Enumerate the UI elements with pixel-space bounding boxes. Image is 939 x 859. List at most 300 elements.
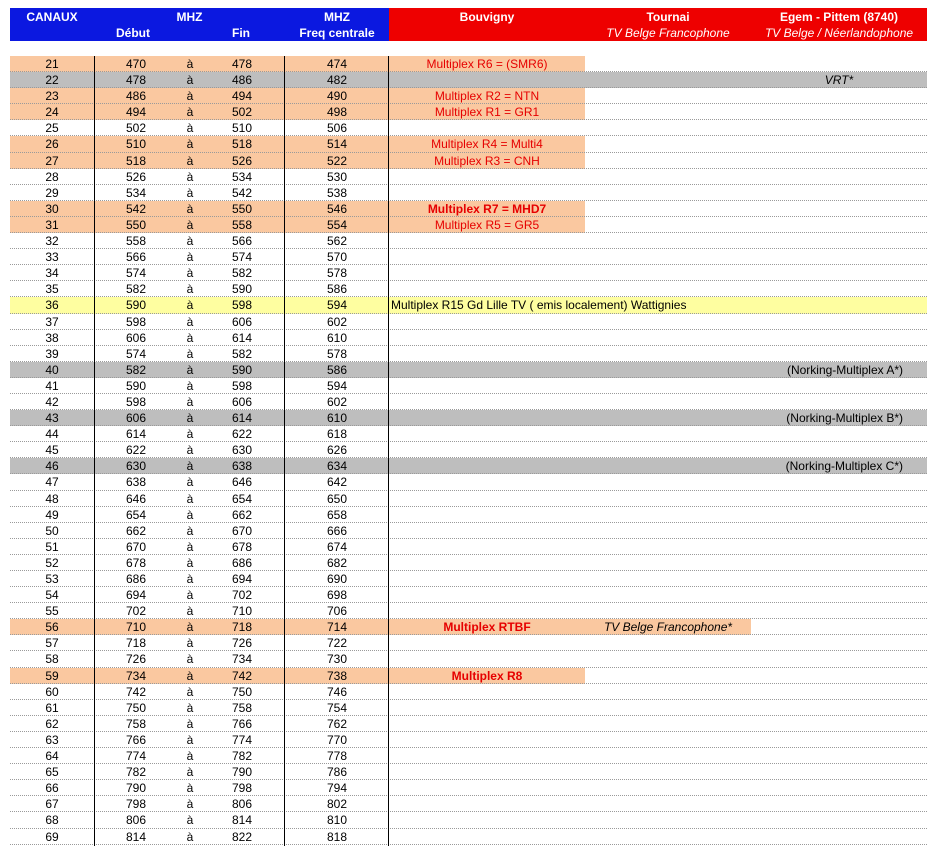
start-freq-cell: 630 (125, 459, 147, 474)
start-freq-cell: 582 (125, 282, 147, 297)
channel-cell: 59 (45, 668, 59, 683)
range-sep-cell: à (186, 700, 194, 715)
range-sep-cell: à (186, 523, 194, 538)
start-freq-cell: 534 (125, 185, 147, 200)
bouvigny-entry: Multiplex R2 = NTN (434, 89, 540, 104)
start-freq-cell: 726 (125, 652, 147, 667)
start-freq-cell: 590 (125, 298, 147, 313)
range-sep-cell: à (186, 57, 194, 71)
range-sep-cell: à (186, 121, 194, 136)
table-row (10, 829, 927, 845)
egem-entry: (Norking-Multiplex A*) (786, 362, 903, 377)
range-sep-cell: à (186, 604, 194, 619)
table-row (10, 668, 927, 684)
start-freq-cell: 478 (125, 73, 147, 88)
bouvigny-entry: Multiplex R15 Gd Lille TV ( emis localement) Wattignies (391, 298, 687, 313)
end-freq-cell: 598 (231, 378, 253, 393)
range-sep-cell: à (186, 636, 194, 651)
center-freq-cell: 818 (326, 829, 348, 844)
center-freq-cell: 522 (326, 153, 348, 168)
table-row (10, 217, 927, 233)
tournai-entry: TV Belge Francophone* (603, 620, 733, 635)
center-freq-cell: 634 (326, 459, 348, 474)
end-freq-cell: 718 (231, 620, 253, 635)
end-freq-cell: 518 (231, 137, 253, 152)
start-freq-cell: 694 (125, 588, 147, 603)
start-freq-cell: 606 (125, 330, 147, 345)
range-sep-cell: à (186, 346, 194, 361)
header-egem-label: Egem - Pittem (8740) (779, 10, 899, 24)
channel-cell: 22 (45, 73, 59, 88)
table-row (10, 394, 927, 410)
center-freq-cell: 786 (326, 765, 348, 780)
center-freq-cell: 714 (326, 620, 348, 635)
channel-cell: 55 (45, 604, 59, 619)
header-debut-label: Début (116, 26, 150, 40)
start-freq-cell: 566 (125, 250, 147, 265)
range-sep-cell: à (186, 572, 194, 586)
range-sep-cell: à (186, 749, 194, 764)
table-row (10, 523, 927, 539)
header-mhz-range (94, 8, 285, 41)
end-freq-cell: 542 (231, 185, 253, 200)
channel-cell: 42 (45, 394, 59, 409)
table-row (10, 362, 927, 378)
center-freq-cell: 722 (326, 636, 348, 651)
table-row (10, 603, 927, 619)
range-sep-cell: à (186, 105, 194, 120)
table-row (10, 507, 927, 523)
center-freq-cell: 498 (326, 105, 348, 120)
center-freq-cell: 610 (326, 411, 348, 426)
table-row (10, 281, 927, 297)
channel-cell: 24 (45, 105, 59, 120)
end-freq-cell: 598 (231, 298, 253, 313)
range-sep-cell: à (186, 507, 194, 522)
end-freq-cell: 510 (231, 121, 253, 136)
table-row (10, 474, 927, 490)
channel-cell: 26 (45, 137, 59, 152)
table-row (10, 539, 927, 555)
range-sep-cell: à (186, 797, 194, 812)
range-sep-cell: à (186, 829, 194, 844)
range-sep-cell: à (186, 475, 194, 490)
center-freq-cell: 586 (326, 362, 348, 377)
end-freq-cell: 646 (231, 475, 253, 490)
channel-cell: 53 (45, 572, 59, 586)
start-freq-cell: 670 (125, 539, 147, 554)
channel-cell: 41 (45, 378, 59, 393)
start-freq-cell: 502 (125, 121, 147, 136)
start-freq-cell: 734 (125, 668, 147, 683)
center-freq-cell: 762 (326, 716, 348, 731)
table-row (10, 748, 927, 764)
start-freq-cell: 758 (125, 716, 147, 731)
range-sep-cell: à (186, 266, 194, 281)
end-freq-cell: 710 (231, 604, 253, 619)
range-sep-cell: à (186, 652, 194, 667)
end-freq-cell: 654 (231, 491, 253, 506)
table-row (10, 185, 927, 201)
channel-cell: 52 (45, 555, 59, 570)
channel-cell: 69 (45, 829, 59, 844)
end-freq-cell: 614 (231, 330, 253, 345)
channel-cell: 47 (45, 475, 59, 490)
table-row (10, 635, 927, 651)
center-freq-cell: 754 (326, 700, 348, 715)
table-row (10, 249, 927, 265)
end-freq-cell: 478 (231, 57, 253, 71)
table-row (10, 619, 927, 635)
table-row (10, 555, 927, 571)
channel-cell: 27 (45, 153, 59, 168)
center-freq-cell: 474 (326, 57, 348, 71)
range-sep-cell: à (186, 491, 194, 506)
bouvigny-entry: Multiplex R6 = (SMR6) (426, 57, 548, 71)
table-row (10, 346, 927, 362)
bouvigny-entry: Multiplex RTBF (443, 620, 531, 635)
channel-cell: 66 (45, 781, 59, 796)
table-row (10, 297, 927, 313)
header-freq-centrale-label: Freq centrale (299, 26, 375, 40)
end-freq-cell: 566 (231, 234, 253, 249)
center-freq-cell: 626 (326, 443, 348, 458)
channel-cell: 38 (45, 330, 59, 345)
center-freq-cell: 682 (326, 555, 348, 570)
center-freq-cell: 506 (326, 121, 348, 136)
channel-cell: 56 (45, 620, 59, 635)
channel-cell: 50 (45, 523, 59, 538)
center-freq-cell: 570 (326, 250, 348, 265)
range-sep-cell: à (186, 217, 194, 232)
start-freq-cell: 590 (125, 378, 147, 393)
table-row (10, 201, 927, 217)
range-sep-cell: à (186, 201, 194, 216)
start-freq-cell: 518 (125, 153, 147, 168)
table-row (10, 378, 927, 394)
end-freq-cell: 486 (231, 73, 253, 88)
range-sep-cell: à (186, 443, 194, 458)
table-row (10, 796, 927, 812)
center-freq-cell: 802 (326, 797, 348, 812)
range-sep-cell: à (186, 427, 194, 442)
start-freq-cell: 686 (125, 572, 147, 586)
channel-cell: 23 (45, 89, 59, 104)
end-freq-cell: 526 (231, 153, 253, 168)
range-sep-cell: à (186, 813, 194, 828)
end-freq-cell: 582 (231, 266, 253, 281)
end-freq-cell: 774 (231, 732, 253, 747)
channel-cell: 34 (45, 266, 59, 281)
header-mhz2-label: MHZ (324, 10, 350, 24)
center-freq-cell: 610 (326, 330, 348, 345)
end-freq-cell: 766 (231, 716, 253, 731)
center-freq-cell: 746 (326, 684, 348, 699)
table-row (10, 780, 927, 796)
start-freq-cell: 526 (125, 169, 147, 184)
range-sep-cell: à (186, 330, 194, 345)
channel-cell: 43 (45, 411, 59, 426)
header-tournai-label: Tournai (646, 10, 690, 24)
start-freq-cell: 750 (125, 700, 147, 715)
center-freq-cell: 594 (326, 298, 348, 313)
range-sep-cell: à (186, 250, 194, 265)
end-freq-cell: 622 (231, 427, 253, 442)
table-row (10, 120, 927, 136)
end-freq-cell: 678 (231, 539, 253, 554)
channel-cell: 68 (45, 813, 59, 828)
egem-entry: (Norking-Multiplex B*) (786, 411, 903, 426)
channel-cell: 63 (45, 732, 59, 747)
center-freq-cell: 578 (326, 346, 348, 361)
range-sep-cell: à (186, 781, 194, 796)
header-egem-sub: TV Belge / Néerlandophone (764, 26, 914, 40)
header-egem (751, 8, 927, 41)
start-freq-cell: 598 (125, 314, 147, 329)
start-freq-cell: 606 (125, 411, 147, 426)
end-freq-cell: 558 (231, 217, 253, 232)
start-freq-cell: 598 (125, 394, 147, 409)
channel-cell: 48 (45, 491, 59, 506)
channel-cell: 39 (45, 346, 59, 361)
channel-cell: 51 (45, 539, 59, 554)
start-freq-cell: 574 (125, 266, 147, 281)
center-freq-cell: 658 (326, 507, 348, 522)
start-freq-cell: 798 (125, 797, 147, 812)
center-freq-cell: 810 (326, 813, 348, 828)
end-freq-cell: 534 (231, 169, 253, 184)
center-freq-cell: 730 (326, 652, 348, 667)
center-freq-cell: 562 (326, 234, 348, 249)
table-row (10, 491, 927, 507)
end-freq-cell: 670 (231, 523, 253, 538)
table-row (10, 104, 927, 120)
end-freq-cell: 582 (231, 346, 253, 361)
channel-cell: 60 (45, 684, 59, 699)
center-freq-cell: 738 (326, 668, 348, 683)
channel-cell: 33 (45, 250, 59, 265)
center-freq-cell: 482 (326, 73, 348, 88)
center-freq-cell: 698 (326, 588, 348, 603)
center-freq-cell: 546 (326, 201, 348, 216)
start-freq-cell: 614 (125, 427, 147, 442)
header-tournai-sub: TV Belge Francophone (606, 26, 730, 40)
range-sep-cell: à (186, 89, 194, 104)
start-freq-cell: 678 (125, 555, 147, 570)
end-freq-cell: 606 (231, 314, 253, 329)
table-row (10, 56, 927, 72)
table-row (10, 442, 927, 458)
table-row (10, 684, 927, 700)
start-freq-cell: 814 (125, 829, 147, 844)
end-freq-cell: 734 (231, 652, 253, 667)
table-row (10, 651, 927, 667)
start-freq-cell: 494 (125, 105, 147, 120)
channel-cell: 32 (45, 234, 59, 249)
end-freq-cell: 590 (231, 282, 253, 297)
end-freq-cell: 686 (231, 555, 253, 570)
table-row (10, 136, 927, 152)
range-sep-cell: à (186, 137, 194, 152)
center-freq-cell: 602 (326, 314, 348, 329)
range-sep-cell: à (186, 668, 194, 683)
header-bouvigny (389, 8, 585, 41)
range-sep-cell: à (186, 684, 194, 699)
end-freq-cell: 742 (231, 668, 253, 683)
start-freq-cell: 806 (125, 813, 147, 828)
start-freq-cell: 486 (125, 89, 147, 104)
start-freq-cell: 582 (125, 362, 147, 377)
center-freq-cell: 778 (326, 749, 348, 764)
center-freq-cell: 650 (326, 491, 348, 506)
header-tournai (585, 8, 751, 41)
range-sep-cell: à (186, 555, 194, 570)
channel-cell: 37 (45, 314, 59, 329)
channel-cell: 44 (45, 427, 59, 442)
end-freq-cell: 494 (231, 89, 253, 104)
end-freq-cell: 590 (231, 362, 253, 377)
range-sep-cell: à (186, 732, 194, 747)
center-freq-cell: 530 (326, 169, 348, 184)
end-freq-cell: 726 (231, 636, 253, 651)
table-row (10, 153, 927, 169)
end-freq-cell: 662 (231, 507, 253, 522)
column-rule-1 (94, 56, 95, 846)
end-freq-cell: 814 (231, 813, 253, 828)
range-sep-cell: à (186, 362, 194, 377)
bouvigny-entry: Multiplex R5 = GR5 (434, 217, 540, 232)
start-freq-cell: 790 (125, 781, 147, 796)
start-freq-cell: 654 (125, 507, 147, 522)
range-sep-cell: à (186, 234, 194, 249)
end-freq-cell: 822 (231, 829, 253, 844)
center-freq-cell: 538 (326, 185, 348, 200)
channel-cell: 21 (45, 57, 59, 71)
channel-cell: 61 (45, 700, 59, 715)
table-row (10, 426, 927, 442)
column-rule-3 (388, 56, 389, 846)
bouvigny-entry: Multiplex R7 = MHD7 (427, 201, 547, 216)
center-freq-cell: 594 (326, 378, 348, 393)
center-freq-cell: 490 (326, 89, 348, 104)
channel-cell: 30 (45, 201, 59, 216)
table-row (10, 88, 927, 104)
table-row (10, 587, 927, 603)
center-freq-cell: 586 (326, 282, 348, 297)
bouvigny-entry: Multiplex R4 = Multi4 (431, 137, 543, 152)
range-sep-cell: à (186, 588, 194, 603)
end-freq-cell: 606 (231, 394, 253, 409)
center-freq-cell: 642 (326, 475, 348, 490)
start-freq-cell: 718 (125, 636, 147, 651)
channel-cell: 45 (45, 443, 59, 458)
range-sep-cell: à (186, 539, 194, 554)
table-row (10, 571, 927, 587)
start-freq-cell: 550 (125, 217, 147, 232)
end-freq-cell: 630 (231, 443, 253, 458)
end-freq-cell: 614 (231, 411, 253, 426)
channel-cell: 25 (45, 121, 59, 136)
channel-cell: 46 (45, 459, 59, 474)
header-freq-centrale (285, 8, 389, 41)
end-freq-cell: 790 (231, 765, 253, 780)
start-freq-cell: 646 (125, 491, 147, 506)
range-sep-cell: à (186, 411, 194, 426)
header-bouvigny-label: Bouvigny (459, 10, 515, 24)
center-freq-cell: 666 (326, 523, 348, 538)
end-freq-cell: 798 (231, 781, 253, 796)
end-freq-cell: 750 (231, 684, 253, 699)
row-divider (10, 844, 927, 845)
table-row (10, 265, 927, 281)
bouvigny-entry: Multiplex R1 = GR1 (434, 105, 540, 120)
range-sep-cell: à (186, 716, 194, 731)
range-sep-cell: à (186, 394, 194, 409)
center-freq-cell: 794 (326, 781, 348, 796)
channel-cell: 67 (45, 797, 59, 812)
table-row (10, 700, 927, 716)
channel-cell: 62 (45, 716, 59, 731)
center-freq-cell: 690 (326, 572, 348, 586)
channel-cell: 58 (45, 652, 59, 667)
channel-cell: 35 (45, 282, 59, 297)
channel-cell: 54 (45, 588, 59, 603)
end-freq-cell: 502 (231, 105, 253, 120)
channel-cell: 49 (45, 507, 59, 522)
column-rule-2 (284, 56, 285, 846)
range-sep-cell: à (186, 185, 194, 200)
range-sep-cell: à (186, 73, 194, 88)
table-row (10, 716, 927, 732)
channel-cell: 28 (45, 169, 59, 184)
table-row (10, 169, 927, 185)
end-freq-cell: 638 (231, 459, 253, 474)
range-sep-cell: à (186, 298, 194, 313)
table-row (10, 764, 927, 780)
channel-cell: 31 (45, 217, 59, 232)
channel-cell: 64 (45, 749, 59, 764)
center-freq-cell: 706 (326, 604, 348, 619)
channel-cell: 65 (45, 765, 59, 780)
range-sep-cell: à (186, 153, 194, 168)
channel-cell: 57 (45, 636, 59, 651)
egem-entry: VRT* (824, 73, 854, 88)
end-freq-cell: 758 (231, 700, 253, 715)
range-sep-cell: à (186, 169, 194, 184)
center-freq-cell: 770 (326, 732, 348, 747)
center-freq-cell: 514 (326, 137, 348, 152)
start-freq-cell: 742 (125, 684, 147, 699)
start-freq-cell: 782 (125, 765, 147, 780)
range-sep-cell: à (186, 765, 194, 780)
range-sep-cell: à (186, 282, 194, 297)
channel-cell: 40 (45, 362, 59, 377)
center-freq-cell: 618 (326, 427, 348, 442)
header-mhz-label: MHZ (176, 10, 203, 24)
end-freq-cell: 550 (231, 201, 253, 216)
start-freq-cell: 766 (125, 732, 147, 747)
end-freq-cell: 694 (231, 572, 253, 586)
start-freq-cell: 710 (125, 620, 147, 635)
range-sep-cell: à (186, 314, 194, 329)
table-row (10, 233, 927, 249)
channel-cell: 29 (45, 185, 59, 200)
bouvigny-entry: Multiplex R3 = CNH (434, 153, 540, 168)
channel-table (10, 56, 927, 845)
center-freq-cell: 554 (326, 217, 348, 232)
egem-entry: (Norking-Multiplex C*) (785, 459, 903, 474)
end-freq-cell: 782 (231, 749, 253, 764)
